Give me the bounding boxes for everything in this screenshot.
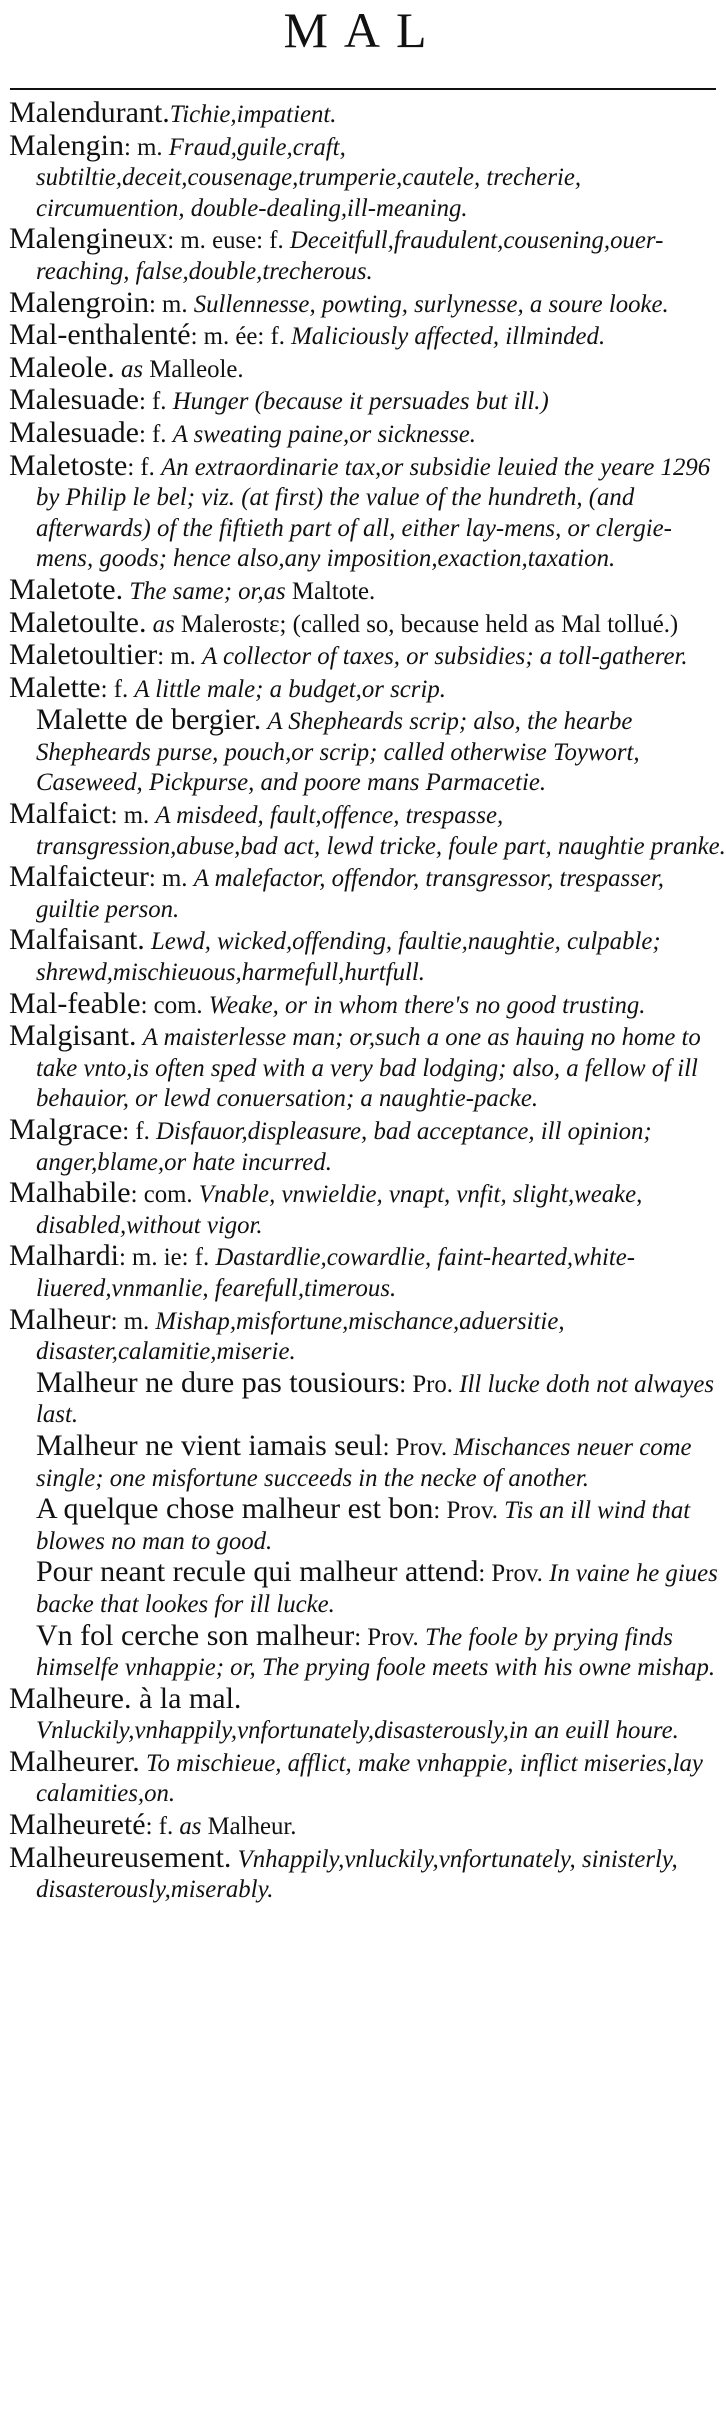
cross-reference: Malheur. <box>201 1813 297 1841</box>
grammar-label: : m. <box>148 865 194 893</box>
headword: Malfaicteur <box>9 860 149 894</box>
headword: Maletoultier <box>9 638 158 672</box>
definition: To mischieue, afflict, make vnhappie, inflict miseries,lay calamities,on. <box>36 1749 703 1808</box>
grammar-label: : m. <box>110 1307 156 1335</box>
grammar-label: : m. <box>110 802 156 830</box>
sub-entry <box>0 705 726 799</box>
grammar-label: : com. <box>140 991 209 1019</box>
dictionary-entry <box>0 98 726 131</box>
grammar-label: : m. euse: f. <box>167 227 290 255</box>
dictionary-entry <box>0 1810 726 1843</box>
headword: Maletote. <box>9 572 124 606</box>
grammar-label: : m. <box>148 290 194 318</box>
definition: Fraud,guile,craft, subtiltie,deceit,cousenage,trumperie,cautele, trecherie, circumuention, double-dealing,ill-meaning. <box>36 133 582 222</box>
grammar-label: : f. <box>138 388 173 416</box>
definition: as <box>121 355 144 383</box>
definition: Vnhappily,vnluckily,vnfortunately, sinisterly, disasterously,miserably. <box>36 1845 678 1904</box>
dictionary-entry <box>0 128 726 225</box>
dictionary-entry <box>0 385 726 418</box>
sub-entry <box>0 1494 726 1557</box>
definition: Ill lucke doth not alwayes last. <box>36 1370 715 1429</box>
headword: Maletoste <box>9 448 128 482</box>
dictionary-entry <box>0 1178 726 1241</box>
headword: Malendurant. <box>9 96 170 129</box>
sub-entry <box>0 1557 726 1620</box>
definition: as <box>179 1813 202 1841</box>
definition: Dastardlie,cowardlie, faint-hearted,white-liuered,vnmanlie, fearefull,timerous. <box>36 1244 636 1302</box>
definition: Vnable, vnwieldie, vnapt, vnfit, slight,weake, disabled,without vigor. <box>36 1181 643 1239</box>
dictionary-entry <box>0 1744 726 1810</box>
grammar-label: : Prov. <box>354 1623 425 1651</box>
headword: Malette de bergier. <box>36 703 262 737</box>
definition: Lewd, wicked,offending, faultie,naughtie, culpable; shrewd,mischieuous,harmefull,hurtfull. <box>36 928 661 987</box>
definition: Hunger (because it persuades but ill.) <box>172 388 549 416</box>
dictionary-entry <box>0 1840 726 1906</box>
dictionary-entry <box>0 925 726 988</box>
definition: A maisterlesse man; or,such a one as hauing no home to take vnto,is often sped with a very bad lodging; also, a fellow of ill behauior, or lewd conuersation; a naughtie-packe. <box>36 1024 701 1113</box>
headword: Maleole. <box>9 350 115 384</box>
definition: Vnluckily,vnhappily,vnfortunately,disasterously,in an euill houre. <box>36 1717 679 1745</box>
grammar-label: : f. <box>145 1813 180 1841</box>
headword: Malheur <box>9 1302 111 1336</box>
definition: Tichie,impatient. <box>169 101 337 128</box>
cross-reference: Malerostε; (called so, because held as Mal tollué.) <box>174 610 679 638</box>
grammar-label: : com. <box>130 1181 199 1209</box>
grammar-label: : Prov. <box>478 1560 550 1588</box>
definition: In vaine he giues backe that lookes for ill lucke. <box>36 1560 718 1618</box>
definition: A sweating paine,or sicknesse. <box>172 420 476 448</box>
dictionary-entry <box>0 224 726 287</box>
dictionary-entry <box>0 605 726 641</box>
dictionary-entry <box>0 320 726 353</box>
grammar-label: : f. <box>100 675 135 703</box>
definition: An extraordinarie tax,or subsidie leuied the yeare 1296 by Philip le bel; viz. (at first) the value of the hundreth, (and afterwards) of the fiftieth part of all, either lay-mens, or clergie-mens, goods; hence also,any imposition,exaction,taxation. <box>36 453 711 573</box>
cross-reference: Maltote. <box>285 577 376 605</box>
dictionary-entry <box>0 1241 726 1304</box>
headword: Malette <box>9 670 101 704</box>
sub-entry <box>0 1618 726 1684</box>
definition: A Shepheards scrip; also, the hearbe Shepheards purse, pouch,or scrip; called otherwise Toywort, Caseweed, Pickpurse, and poore mans Parmacetie. <box>36 708 640 797</box>
definition: Deceitfull,fraudulent,cousening,ouer-reaching, false,double,trecherous. <box>36 227 664 285</box>
dictionary-entry <box>0 448 726 575</box>
headword: Malfaisant. <box>9 923 145 957</box>
header-rule <box>10 88 716 90</box>
headword: Pour neant recule qui malheur attend <box>36 1555 479 1589</box>
sub-entry <box>0 1365 726 1431</box>
sub-entry <box>0 1428 726 1494</box>
headword: Malheureté <box>9 1808 146 1842</box>
dictionary-entry <box>0 415 726 451</box>
headword: Malengroin <box>9 285 149 319</box>
dictionary-entry <box>0 285 726 321</box>
headword: Malheureusement. <box>9 1840 232 1874</box>
grammar-label: : Prov. <box>433 1497 505 1525</box>
dictionary-entry <box>0 862 726 925</box>
definition: A collector of taxes, or subsidies; a toll-gatherer. <box>202 643 688 671</box>
headword: Malheur ne dure pas tousiours <box>36 1365 400 1399</box>
dictionary-entry <box>0 572 726 608</box>
dictionary-entry <box>0 1681 726 1747</box>
headword: Mal-feable <box>9 986 141 1020</box>
definition: A little male; a budget,or scrip. <box>134 675 446 703</box>
grammar-label: : Prov. <box>382 1433 454 1461</box>
grammar-label: : m. ie: f. <box>118 1244 216 1272</box>
headword: Malesuade <box>9 415 139 449</box>
grammar-label: : Pro. <box>399 1370 460 1398</box>
running-head: MAL <box>283 2 443 58</box>
grammar-label: : m. <box>157 643 203 671</box>
headword: Malhabile <box>9 1176 131 1210</box>
definition: as <box>152 610 175 638</box>
definition: Maliciously affected, illminded. <box>291 323 606 351</box>
dictionary-entry <box>0 799 726 862</box>
dictionary-entry <box>0 1021 726 1115</box>
dictionary-entry <box>0 670 726 706</box>
headword: Mal-enthalenté <box>9 318 191 352</box>
definition: A misdeed, fault,offence, trespasse, transgression,abuse,bad act, lewd tricke, foule part, naughtie pranke. <box>36 802 726 860</box>
headword: Malgisant. <box>9 1019 137 1053</box>
grammar-label: : f. <box>122 1118 157 1145</box>
definition: A malefactor, offendor, transgressor, trespasser, guiltie person. <box>36 865 664 923</box>
headword: Malgrace <box>9 1113 123 1146</box>
definition: Disfauor,displeasure, bad acceptance, ill opinion; anger,blame,or hate incurred. <box>36 1118 652 1176</box>
grammar-label: : m. ée: f. <box>190 323 292 351</box>
entry-list <box>0 98 726 1906</box>
definition: Tis an ill wind that blowes no man to good. <box>36 1497 691 1555</box>
definition: Mishap,misfortune,mischance,aduersitie, disaster,calamitie,miserie. <box>36 1307 565 1366</box>
headword: Malheur ne vient iamais seul <box>36 1428 383 1462</box>
dictionary-entry <box>0 350 726 386</box>
dictionary-entry <box>0 1115 726 1178</box>
definition: Weake, or in whom there's no good trusting. <box>208 991 646 1019</box>
grammar-label: : f. <box>138 420 173 448</box>
headword: Malheurer. <box>9 1744 140 1778</box>
grammar-label: : m. <box>123 133 169 161</box>
dictionary-entry <box>0 1302 726 1368</box>
headword: Malfaict <box>9 797 111 831</box>
headword: Malengin <box>9 128 124 162</box>
grammar-label: : f. <box>127 453 162 481</box>
headword: Malesuade <box>9 383 139 417</box>
headword: Malengineux <box>9 222 168 256</box>
headword: Vn fol cerche son malheur <box>36 1618 355 1652</box>
definition: The same; or,as <box>129 577 286 605</box>
definition: Mischances neuer come single; one misfortune succeeds in the necke of another. <box>36 1433 692 1492</box>
headword: A quelque chose malheur est bon <box>36 1492 434 1526</box>
dictionary-entry <box>0 640 726 673</box>
headword: Malhardi <box>9 1239 119 1273</box>
definition: Sullennesse, powting, surlynesse, a soure looke. <box>193 290 669 318</box>
headword: Malheure. à la mal. <box>9 1681 242 1715</box>
cross-reference: Malleole. <box>143 355 244 383</box>
definition: The foole by prying finds himselfe vnhappie; or, The prying foole meets with his owne mishap. <box>36 1623 716 1682</box>
dictionary-entry <box>0 986 726 1022</box>
headword: Maletoulte. <box>9 605 147 639</box>
